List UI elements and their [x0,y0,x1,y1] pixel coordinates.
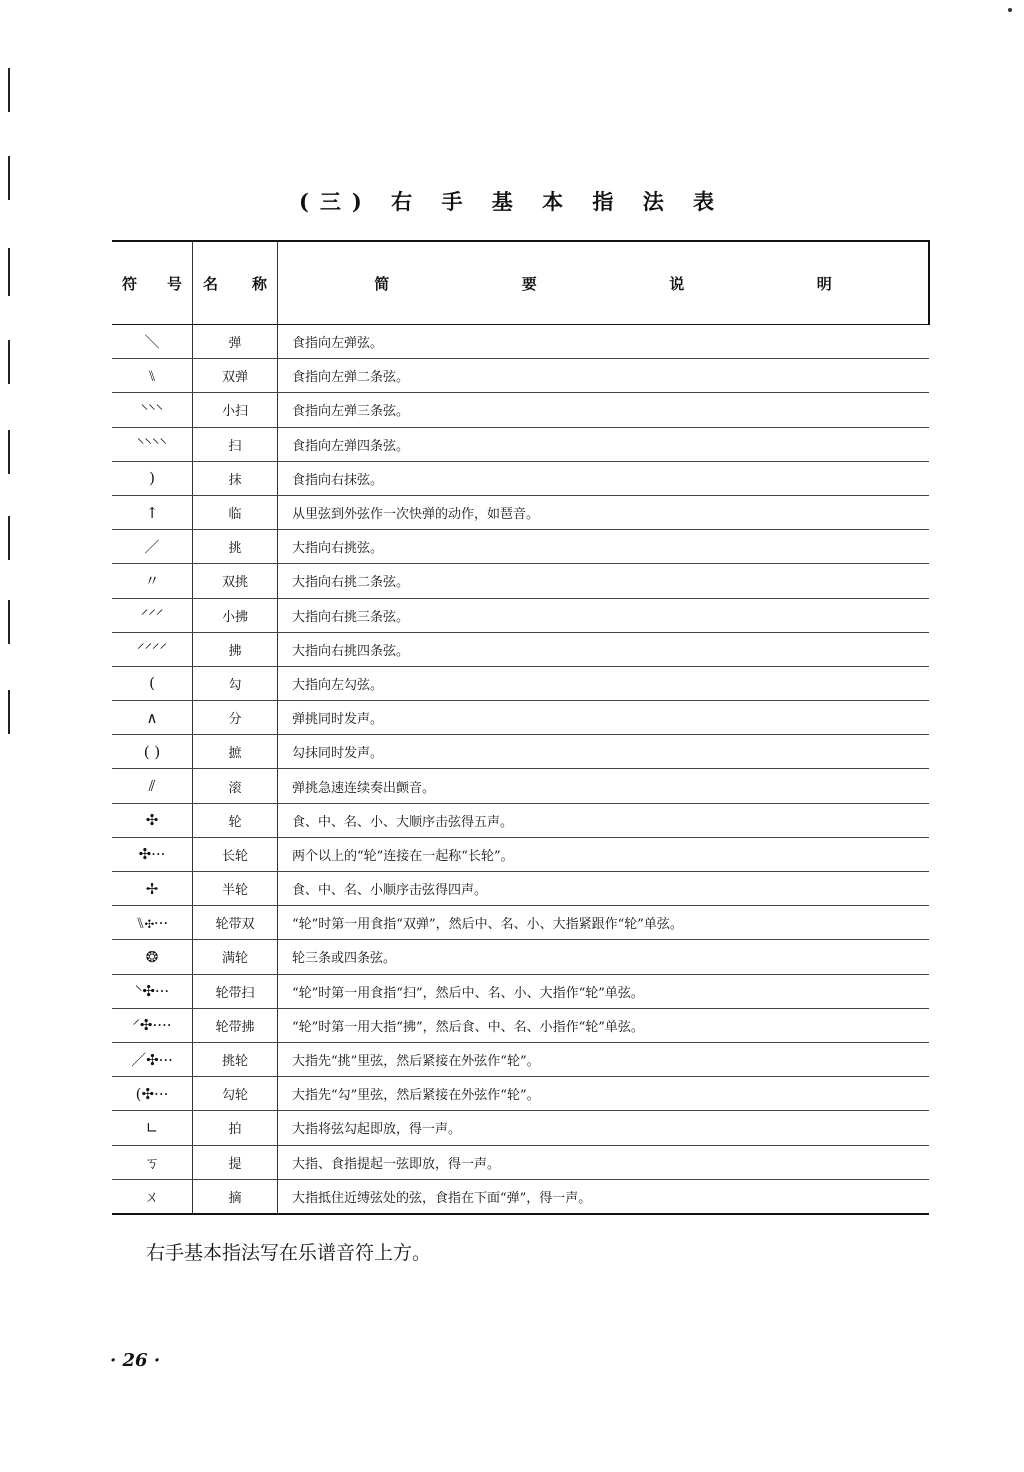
fingering-name: 滚 [193,769,278,803]
table-row [112,837,929,871]
header-name [193,241,278,325]
header-description [278,241,930,325]
table-row [112,735,929,769]
table-row [112,1042,929,1076]
fingering-name: 满轮 [193,940,278,974]
margin-mark [8,340,10,384]
table-row [112,632,929,666]
fingering-name: 双挑 [193,564,278,598]
fingering-description: 大指向右挑四条弦。 [278,632,930,666]
fingering-symbol: ✣··· [112,837,193,871]
fingering-symbol: ⸍⸍⸍⸍ [112,632,193,666]
header-description-char: 简 [374,274,390,293]
header-description-char: 要 [521,274,537,293]
fingering-name: 分 [193,701,278,735]
fingering-name: 半轮 [193,872,278,906]
fingering-symbol: ∧ [112,701,193,735]
margin-mark [8,690,10,734]
fingering-description: 勾抹同时发声。 [278,735,930,769]
fingering-description: 大指、食指提起一弦即放，得一声。 [278,1145,930,1179]
fingering-table [112,240,930,1215]
fingering-description: 食指向左弹三条弦。 [278,393,930,427]
fingering-description: 轮三条或四条弦。 [278,940,930,974]
header-symbol-char: 符 [122,274,138,293]
fingering-symbol: ✣ [112,803,193,837]
fingering-description: 从里弦到外弦作一次快弹的动作，如琶音。 [278,495,930,529]
fingering-symbol: ✢ [112,872,193,906]
fingering-description: 大指向右挑三条弦。 [278,598,930,632]
fingering-name: 勾 [193,666,278,700]
table-row [112,393,929,427]
fingering-name: 轮带拂 [193,1008,278,1042]
fingering-symbol: ／ [112,530,193,564]
fingering-symbol: 〃 [112,564,193,598]
margin-mark [8,430,10,474]
table-row [112,769,929,803]
fingering-description: 大指先“勾”里弦，然后紧接在外弦作“轮”。 [278,1077,930,1111]
fingering-description: 食指向右抹弦。 [278,461,930,495]
page-number: · 26 · [110,1350,161,1371]
fingering-description: “轮”时第一用大指“拂”，然后食、中、名、小指作“轮”单弦。 [278,1008,930,1042]
fingering-description: 弹挑急速连续奏出颤音。 [278,769,930,803]
table-header-row [112,241,929,325]
fingering-name: 轮 [193,803,278,837]
fingering-symbol: ⑊ [112,359,193,393]
fingering-description: “轮”时第一用食指“双弹”，然后中、名、小、大指紧跟作“轮”单弦。 [278,906,930,940]
fingering-symbol: ❂ [112,940,193,974]
fingering-symbol: ⸌✣··· [112,974,193,1008]
table-row [112,530,929,564]
fingering-table-wrapper [112,240,926,1215]
fingering-name: 长轮 [193,837,278,871]
fingering-name: 挑 [193,530,278,564]
margin-mark [8,600,10,644]
fingering-symbol: ⑊✣··· [112,906,193,940]
table-row [112,325,929,359]
fingering-description: 食指向左弹弦。 [278,325,930,359]
fingering-description: 大指向右挑弦。 [278,530,930,564]
fingering-name: 轮带扫 [193,974,278,1008]
header-description-char: 说 [669,274,685,293]
fingering-description: 食指向左弹二条弦。 [278,359,930,393]
fingering-symbol: ㄨ [112,1179,193,1214]
margin-mark [8,248,10,296]
fingering-description: 弹挑同时发声。 [278,701,930,735]
fingering-description: 大指先“挑”里弦，然后紧接在外弦作“轮”。 [278,1042,930,1076]
header-name-char: 名 [203,274,219,293]
fingering-name: 扫 [193,427,278,461]
fingering-name: 挑轮 [193,1042,278,1076]
table-row [112,1145,929,1179]
fingering-description: 食指向左弹四条弦。 [278,427,930,461]
fingering-symbol: ⫽ [112,769,193,803]
fingering-symbol: (✣··· [112,1077,193,1111]
header-symbol-char: 号 [166,274,182,293]
fingering-name: 摭 [193,735,278,769]
fingering-description: 大指向左勾弦。 [278,666,930,700]
fingering-description: “轮”时第一用食指“扫”，然后中、名、小、大指作“轮”单弦。 [278,974,930,1008]
table-row [112,495,929,529]
fingering-symbol: ⸍⸍⸍ [112,598,193,632]
fingering-symbol: ⸌⸌⸌ [112,393,193,427]
fingering-name: 轮带双 [193,906,278,940]
table-body [112,325,929,1214]
fingering-name: 抹 [193,461,278,495]
fingering-description: 两个以上的“轮”连接在一起称“长轮”。 [278,837,930,871]
fingering-symbol: ㄎ [112,1145,193,1179]
page-title: (三) 右 手 基 本 指 法 表 [298,189,726,214]
fingering-name: 双弹 [193,359,278,393]
table-row [112,872,929,906]
footnote: 右手基本指法写在乐谱音符上方。 [146,1242,432,1264]
fingering-symbol: ⸍✣···· [112,1008,193,1042]
fingering-symbol: ↑ [112,495,193,529]
table-row [112,974,929,1008]
header-symbol [112,241,193,325]
margin-mark [8,516,10,560]
fingering-name: 小拂 [193,598,278,632]
fingering-symbol: ) [112,461,193,495]
scan-dot [1008,8,1012,12]
header-name-char: 称 [251,274,267,293]
table-row [112,1179,929,1214]
fingering-symbol: ＼ [112,325,193,359]
fingering-symbol: ( ) [112,735,193,769]
fingering-name: 临 [193,495,278,529]
table-row [112,427,929,461]
fingering-description: 食、中、名、小顺序击弦得四声。 [278,872,930,906]
fingering-description: 大指将弦勾起即放，得一声。 [278,1111,930,1145]
header-description-char: 明 [816,274,832,293]
table-row [112,461,929,495]
fingering-name: 拂 [193,632,278,666]
fingering-name: 小扫 [193,393,278,427]
table-row [112,666,929,700]
fingering-description: 大指向右挑二条弦。 [278,564,930,598]
table-row [112,1008,929,1042]
fingering-symbol: ∟ [112,1111,193,1145]
margin-mark [8,68,10,112]
table-row [112,564,929,598]
table-row [112,1077,929,1111]
fingering-name: 勾轮 [193,1077,278,1111]
table-row [112,359,929,393]
fingering-name: 弹 [193,325,278,359]
fingering-description: 大指抵住近缚弦处的弦，食指在下面“弹”，得一声。 [278,1179,930,1214]
fingering-symbol: ⸌⸌⸌⸌ [112,427,193,461]
fingering-symbol: ( [112,666,193,700]
table-row [112,940,929,974]
table-row [112,1111,929,1145]
fingering-name: 提 [193,1145,278,1179]
table-row [112,803,929,837]
fingering-description: 食、中、名、小、大顺序击弦得五声。 [278,803,930,837]
fingering-symbol: ／✣··· [112,1042,193,1076]
fingering-name: 拍 [193,1111,278,1145]
table-row [112,598,929,632]
table-row [112,906,929,940]
table-row [112,701,929,735]
fingering-name: 摘 [193,1179,278,1214]
